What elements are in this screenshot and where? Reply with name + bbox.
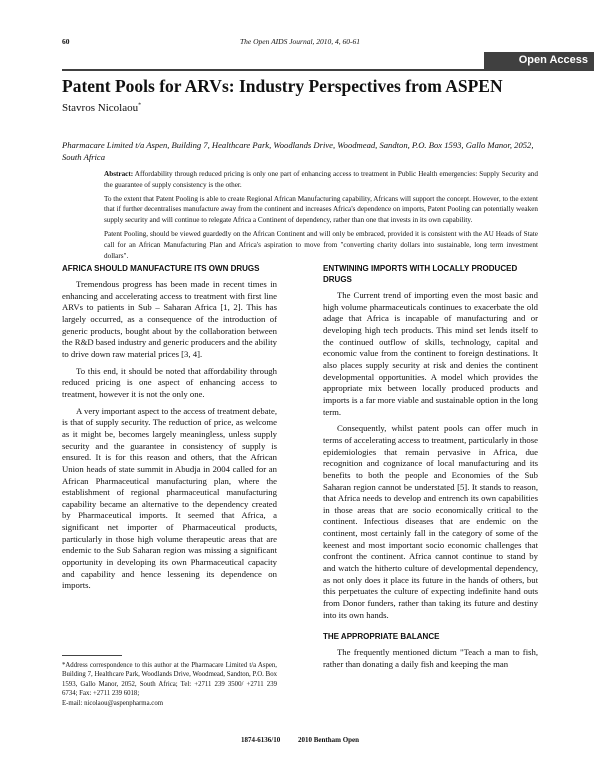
body-paragraph: A very important aspect to the access of treatment debate, is that of supply security. The reduction of price, as welcome as it might be, becomes largely meaningless, unless supply security and the guarantee in consistency of supply is ensured. It is for this reason and others, that the African Union heads of state summit in Abudja in 2004 called for an African Pharmaceutical manufacturing plan, where the establishment of regional pharmaceutical manufacturing capability became an alternative to the dependency created by Pharmaceutical imports. It seemed that Africa, a significant net importer of Pharmaceutical products, particularly in those high volume therapeutic areas that are endemic to the Sub Saharan region was missing a significant opportunity in developing its own Pharmaceutical capacity and capability and hence lessening its dependence on imports. [62,405,277,591]
abstract-paragraph-1 [104,169,538,191]
page-footer [62,736,538,744]
right-column [323,263,538,676]
running-head [62,37,538,47]
body-paragraph: Consequently, whilst patent pools can offer much in terms of accelerating access to treatment, particularly in those epidemiologies that remain pervasive in Africa, due recognition and cognizance of local manufacturing and its benefits to both the people and Economies of the Sub Saharan region cannot be understated [5]. It stands to reason, that Africa needs to develop and entrench its own capabilities in those areas that are socio economically critical to the continent. Infectious diseases that are endemic on the continent, most certainly fall in the category of some of the keenest and most important socio economic challenges that confront the continent. Africa cannot continue to stand by and watch the hitherto culture of developmental dependency, as not only does it place its future in the hands of others, but this perpetuates the culture of expecting indefinite hand outs from Donor funders, rather than taking its future and destiny into its own hands. [323,423,538,620]
page-number: 60 [62,37,70,46]
abstract [104,169,538,264]
open-access-badge: Open Access [484,52,594,69]
section-heading-africa-manufacture: AFRICA SHOULD MANUFACTURE ITS OWN DRUGS [62,264,260,273]
footer-issn: 1874-6136/10 [240,736,281,744]
author-line [62,102,141,114]
author-name: Stavros Nicolaou [62,102,139,114]
abstract-paragraph-2: To the extent that Patent Pooling is able to create Regional African Manufacturing capability, Africans will support the concept. However, to the extent that if further decentralises manufacture away from the continent and increases Africa's dependence on imports, Patent Pooling can potentially weaken supply security and will continue to relegate Africa a Continent of dependency, rather than one that invests in its own capability. [104,194,538,225]
left-column [62,263,277,597]
footnote-divider [62,655,122,656]
body-paragraph: Tremendous progress has been made in recent times in enhancing and accelerating access to treatment with first line ARVs to patients in Sub – Saharan Africa [1, 2]. This has largely occurred, as a consequence of the introduction of generic products, bought about by the collaboration between the R&D based industry and generic producers and the ability to drive down raw material prices [3, 4]. [62,279,277,359]
abstract-label: Abstract: [104,170,134,178]
footer-publisher: 2010 Bentham Open [297,736,360,744]
author-affiliation: Pharmacare Limited t/a Aspen, Building 7, Healthcare Park, Woodlands Drive, Woodmead, Sandton, P.O. Box 1593, Gallo Manor, 2052, South Africa [62,140,534,162]
footnote-email: E-mail: nicolaou@aspenpharma.com [62,699,164,707]
article-title: Patent Pools for ARVs: Industry Perspectives from ASPEN [62,76,503,96]
header-rule [62,69,594,71]
body-paragraph: The frequently mentioned dictum "Teach a man to fish, rather than donating a daily fish and keeping the man [323,647,538,670]
abstract-text-1: Affordability through reduced pricing is only one part of enhancing access to treatment in Public Health emergencies: Supply Security and the guarantee of supply consistency is the other. [104,170,538,189]
abstract-paragraph-3: Patent Pooling, should be viewed guardedly on the African Continent and will only be embraced, provided it is consistent with the AU Heads of State call for an African Manufacturing Plan and Africa's aspiration to move from "converting charity dollars into sustainable, long term investment dollars". [104,229,538,260]
correspondence-footnote [62,661,277,708]
section-heading-appropriate-balance: THE APPROPRIATE BALANCE [323,632,440,642]
section-heading-entwining-imports: ENTWINING IMPORTS WITH LOCALLY PRODUCED DRUGS [323,264,518,284]
journal-reference: The Open AIDS Journal, 2010, 4, 60-61 [239,37,361,46]
body-paragraph: The Current trend of importing even the most basic and high volume pharmaceuticals continues to exacerbate the old adage that Africa is incapable of manufacturing and or developing high tech products. This mind set lends itself to the continued outflow of skills, technology, capital and economic value from the continent to foreign destinations. It also places supply security at risk and denies the continent developmental opportunities. A model which provides the appropriate mix between locally produced products and imports is a far more viable and sustainable option in the long term. [323,290,538,417]
body-paragraph: To this end, it should be noted that affordability through reduced pricing is one aspect of enhancing access to treatment, however it is not the only one. [62,365,277,399]
author-footnote-mark: * [138,102,142,109]
footnote-address: *Address correspondence to this author at the Pharmacare Limited t/a Aspen, Building 7, Healthcare Park, Woodlands Drive, Woodmead, Sandton, P.O. Box 1593, Gallo Manor, 2052, South Africa; Tel: +2711 239 3500/ +2711 239 6734; Fax: +2711 239 6018; [62,662,277,698]
